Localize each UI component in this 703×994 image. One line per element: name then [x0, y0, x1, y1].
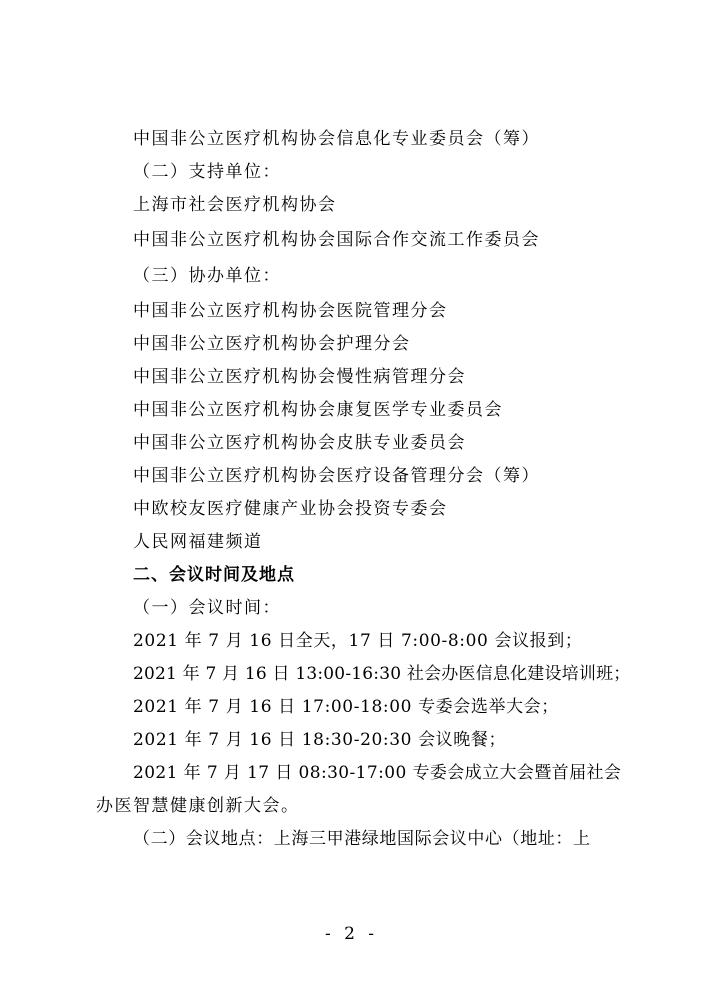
section-heading-co-organizers: （三）协办单位：	[133, 266, 281, 286]
section-heading-time-and-place: 二、会议时间及地点	[133, 565, 295, 585]
section-heading-supporting-units: （二）支持单位：	[133, 162, 281, 182]
subsection-heading-meeting-time: （一）会议时间：	[133, 598, 281, 618]
schedule-item-5-continued: 办医智慧健康创新大会。	[96, 796, 300, 816]
page-number: - 2 -	[324, 924, 379, 944]
co-organizer-5: 中国非公立医疗机构协会皮肤专业委员会	[133, 433, 466, 453]
committee-name-line: 中国非公立医疗机构协会信息化专业委员会（筹）	[133, 129, 540, 149]
co-organizer-1: 中国非公立医疗机构协会医院管理分会	[133, 301, 448, 321]
schedule-item-4: 2021 年 7 月 16 日 18:30-20:30 会议晚餐；	[133, 730, 507, 750]
co-organizer-4: 中国非公立医疗机构协会康复医学专业委员会	[133, 400, 503, 420]
meeting-location-line: （二）会议地点：上海三甲港绿地国际会议中心（地址：上	[133, 829, 591, 849]
supporting-unit-2: 中国非公立医疗机构协会国际合作交流工作委员会	[133, 230, 540, 250]
supporting-unit-1: 上海市社会医疗机构协会	[133, 195, 337, 215]
co-organizer-2: 中国非公立医疗机构协会护理分会	[133, 334, 411, 354]
co-organizer-7: 中欧校友医疗健康产业协会投资专委会	[133, 499, 448, 519]
schedule-item-5: 2021 年 7 月 17 日 08:30-17:00 专委会成立大会暨首届社会	[133, 763, 622, 783]
co-organizer-8: 人民网福建频道	[133, 532, 263, 552]
schedule-item-2: 2021 年 7 月 16 日 13:00-16:30 社会办医信息化建设培训班；	[133, 664, 631, 684]
co-organizer-6: 中国非公立医疗机构协会医疗设备管理分会（筹）	[133, 466, 540, 486]
schedule-item-1: 2021 年 7 月 16 日全天，17 日 7:00-8:00 会议报到；	[133, 631, 583, 651]
schedule-item-3: 2021 年 7 月 16 日 17:00-18:00 专委会选举大会；	[133, 697, 559, 717]
co-organizer-3: 中国非公立医疗机构协会慢性病管理分会	[133, 367, 466, 387]
